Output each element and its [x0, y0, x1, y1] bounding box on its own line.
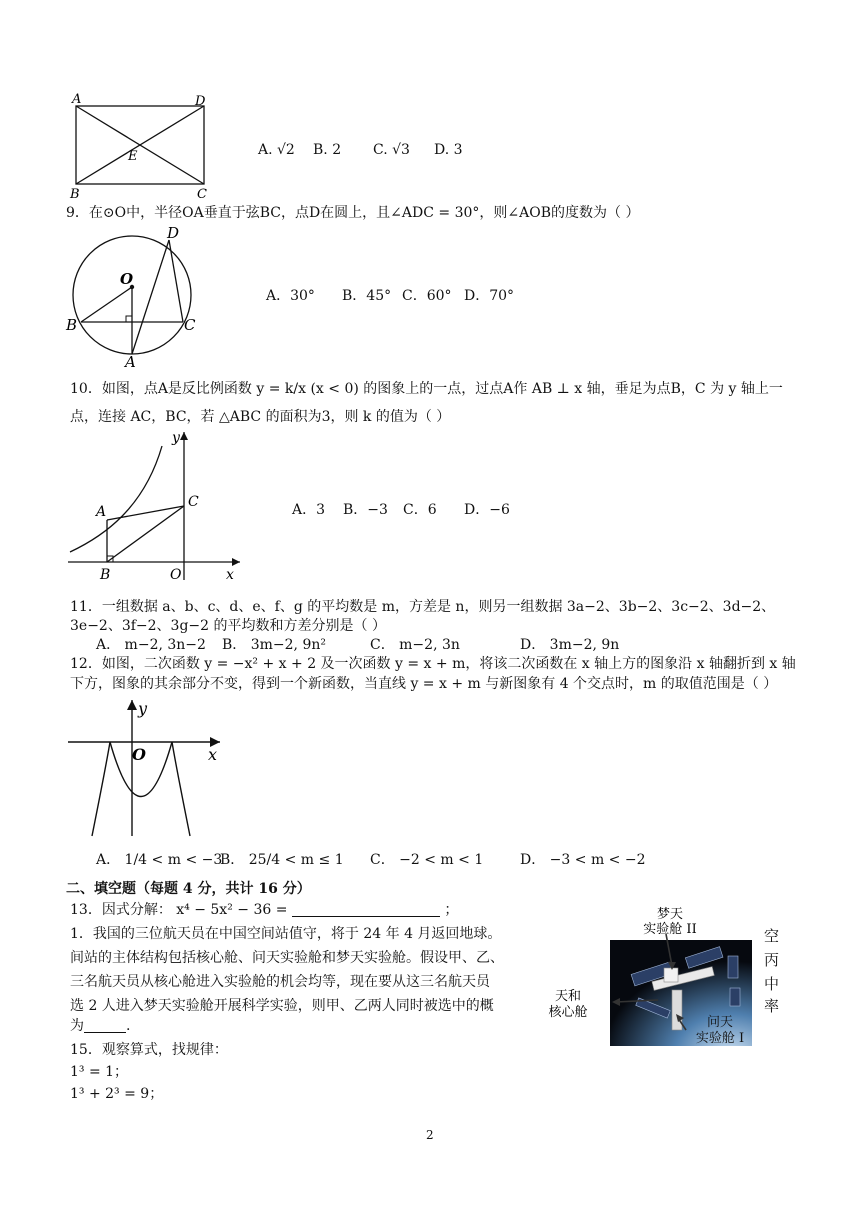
q14-line5-start: 为 — [70, 1018, 84, 1034]
q12-stem-line2: 下方，图象的其余部分不变，得到一个新函数，当直线 y = x + m 与新图象有 4 个交点时，m 的取值范围是（ ） — [70, 676, 778, 692]
q8-option-b[interactable]: B. 2 — [313, 142, 342, 158]
q11-stem-line2: 3e−2、3f−2、3g−2 的平均数和方差分别是（ ） — [70, 618, 386, 634]
q12-option-b[interactable]: B． 25/4 < m ≤ 1 — [220, 852, 344, 868]
q10-stem-line1: 10．如图，点A是反比例函数 y = k/x (x < 0) 的图象上的一点，过点A作 AB ⊥ x 轴，垂足为点B，C 为 y 轴上一 — [70, 381, 783, 397]
photo-label-mengtian-1: 梦天 — [656, 907, 684, 922]
q14-line5-end: . — [126, 1018, 131, 1034]
q14-line2: 间站的主体结构包括核心舱、问天实验舱和梦天实验舱。假设甲、乙、 — [70, 950, 504, 966]
q15-stem: 15．观察算式，找规律： — [70, 1042, 228, 1058]
q12-label-x: x — [208, 745, 218, 764]
q10-label-b: B — [100, 567, 111, 583]
q10-label-c: C — [188, 494, 199, 510]
q14-side-char-1: 空 — [764, 927, 780, 945]
q13-stem — [70, 900, 458, 920]
q9-label-b: B — [66, 316, 78, 334]
q14-side-char-2: 丙 — [764, 951, 780, 969]
photo-label-tianhe-2: 核心舱 — [548, 1005, 588, 1020]
q11-option-c[interactable]: C． m−2, 3n — [370, 637, 460, 653]
q13-answer-blank[interactable] — [292, 900, 440, 917]
q12-parabola-figure — [64, 696, 230, 842]
q15-equation-2: 1³ + 2³ = 9； — [70, 1086, 164, 1102]
q8-rectangle-figure — [64, 92, 224, 204]
q8-label-e: E — [128, 149, 138, 164]
q11-option-a[interactable]: A． m−2, 3n−2 — [96, 637, 206, 653]
photo-label-wentian-1: 问天 — [706, 1015, 734, 1030]
q11-option-d[interactable]: D． 3m−2, 9n — [520, 637, 620, 653]
q9-label-c: C — [184, 316, 196, 334]
q12-option-d[interactable]: D． −3 < m < −2 — [520, 852, 646, 868]
space-station-photo — [540, 904, 754, 1048]
q10-label-y: y — [172, 430, 180, 446]
q11-stem-line1: 11．一组数据 a、b、c、d、e、f、g 的平均数是 m，方差是 n，则另一组数据 3a−2、3b−2、3c−2、3d−2、 — [70, 599, 776, 615]
q11-option-b[interactable]: B． 3m−2, 9n² — [222, 637, 326, 653]
q9-label-a: A — [125, 353, 136, 368]
q9-option-b[interactable]: B．45° — [342, 288, 392, 304]
q14-line1: 1．我国的三位航天员在中国空间站值守，将于 24 年 4 月返回地球。 — [70, 926, 502, 942]
q8-option-d[interactable]: D. 3 — [434, 142, 463, 158]
q12-label-o: O — [132, 745, 146, 764]
q9-option-c[interactable]: C．60° — [402, 288, 452, 304]
q8-label-d: D — [195, 94, 206, 109]
q9-circle-figure — [64, 222, 214, 368]
q14-line4: 选 2 人进入梦天实验舱开展科学实验，则甲、乙两人同时被选中的概 — [70, 998, 494, 1014]
q13-stem-end: ； — [444, 902, 459, 918]
section-title-fill-in: 二、填空题（每题 4 分，共计 16 分） — [66, 881, 311, 897]
q12-option-a[interactable]: A． 1/4 < m < −3 — [96, 852, 223, 868]
q14-side-char-4: 率 — [764, 997, 780, 1015]
q14-line3: 三名航天员从核心舱进入实验舱的机会均等，现在要从这三名航天员 — [70, 974, 490, 990]
q9-option-d[interactable]: D．70° — [464, 288, 515, 304]
q10-option-c[interactable]: C．6 — [403, 502, 437, 518]
q14-line5 — [70, 1016, 130, 1036]
q12-label-y: y — [138, 699, 148, 718]
q10-option-d[interactable]: D．−6 — [464, 502, 510, 518]
q8-option-c[interactable]: C. √3 — [373, 142, 410, 158]
q10-label-o: O — [170, 567, 182, 583]
q14-answer-blank[interactable] — [84, 1016, 126, 1033]
q10-hyperbola-figure — [64, 428, 248, 584]
q8-label-c: C — [197, 187, 207, 202]
q9-option-a[interactable]: A．30° — [266, 288, 315, 304]
q12-option-c[interactable]: C． −2 < m < 1 — [370, 852, 484, 868]
page-number: 2 — [426, 1128, 434, 1142]
q8-label-a: A — [72, 92, 82, 107]
q10-option-b[interactable]: B．−3 — [343, 502, 388, 518]
q9-label-d: D — [167, 224, 180, 242]
q9-stem: 9．在⊙O中，半径OA垂直于弦BC，点D在圆上，且∠ADC = 30°，则∠AOB的度数为（ ） — [66, 205, 640, 221]
q13-stem-text: 13．因式分解： x⁴ − 5x² − 36 = — [70, 902, 288, 918]
photo-label-tianhe-1: 天和 — [554, 989, 582, 1004]
q10-option-a[interactable]: A．3 — [292, 502, 326, 518]
photo-label-mengtian-2: 实验舱 II — [643, 922, 697, 937]
q15-equation-1: 1³ = 1； — [70, 1064, 129, 1080]
q9-label-o: O — [120, 270, 134, 288]
q8-option-a[interactable]: A. √2 — [258, 142, 295, 158]
q10-label-x: x — [226, 567, 234, 583]
q10-label-a: A — [96, 504, 107, 520]
q12-stem-line1: 12．如图，二次函数 y = −x² + x + 2 及一次函数 y = x + m，将该二次函数在 x 轴上方的图象沿 x 轴翻折到 x 轴 — [70, 656, 796, 672]
photo-label-wentian-2: 实验舱 I — [695, 1031, 745, 1046]
q10-stem-line2: 点，连接 AC，BC，若 △ABC 的面积为3，则 k 的值为（ ） — [70, 409, 451, 425]
q14-side-char-3: 中 — [764, 975, 780, 993]
q8-label-b: B — [70, 187, 80, 202]
